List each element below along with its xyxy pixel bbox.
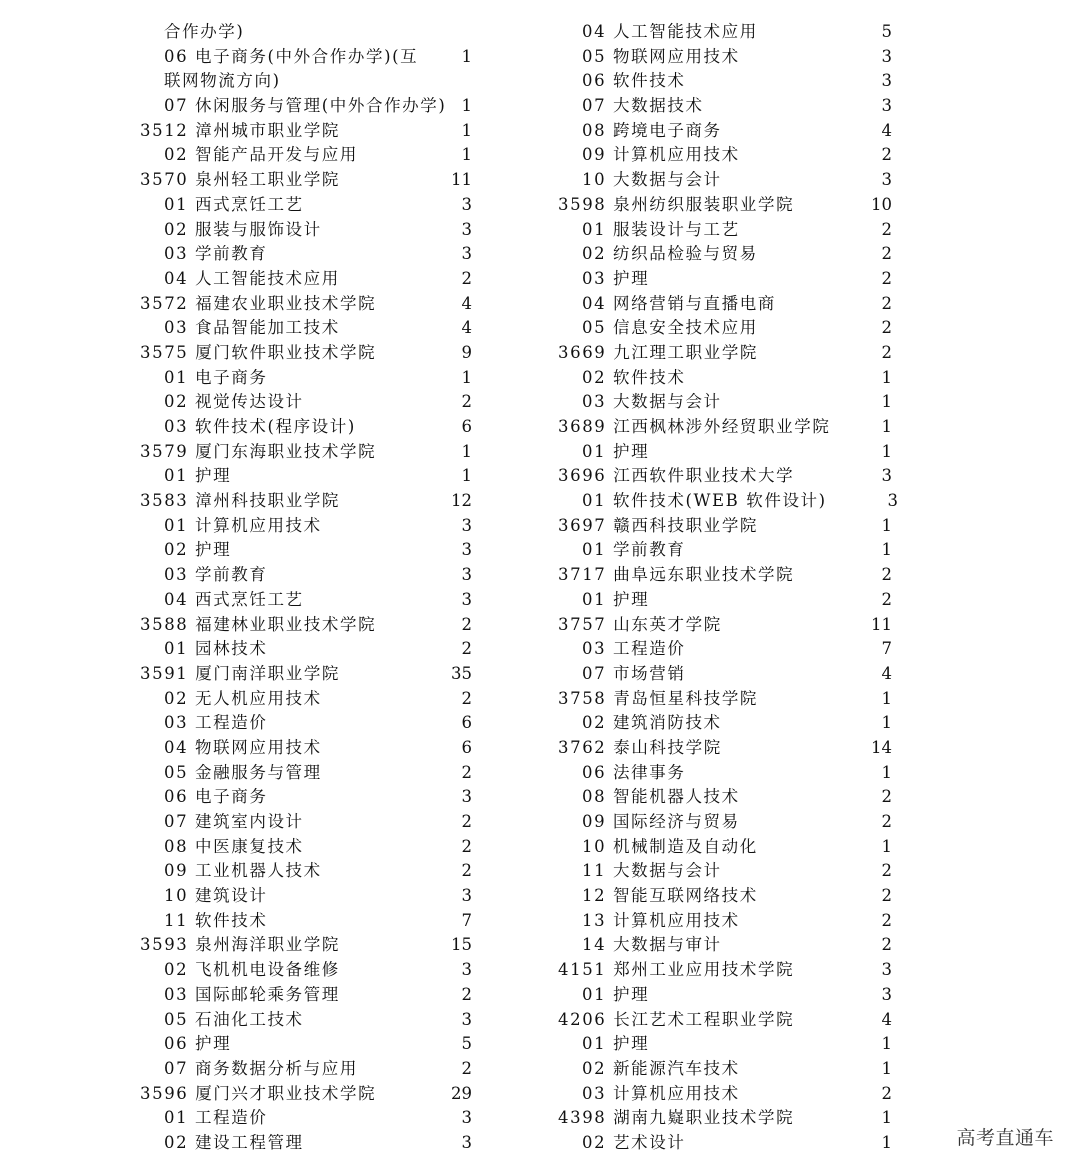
left-column <box>140 20 480 1156</box>
plan-count: 35 <box>451 663 472 683</box>
plan-count: 1 <box>881 1132 892 1152</box>
row-label: 3593 泉州海洋职业学院 <box>140 935 341 955</box>
plan-count: 3 <box>887 491 898 511</box>
plan-count: 1 <box>461 96 472 116</box>
row-label: 03 软件技术(程序设计) <box>164 417 356 436</box>
row-label: 4398 湖南九嶷职业技术学院 <box>558 1108 795 1128</box>
school-row <box>140 662 480 687</box>
plan-count: 1 <box>461 466 472 486</box>
major-row <box>140 958 480 983</box>
plan-count: 3 <box>461 194 472 214</box>
major-row <box>558 933 903 958</box>
plan-count: 2 <box>881 886 892 906</box>
row-label: 09 计算机应用技术 <box>582 145 740 165</box>
plan-count: 2 <box>461 1058 472 1078</box>
plan-count: 14 <box>871 737 892 757</box>
row-label: 02 无人机应用技术 <box>164 688 322 708</box>
major-row <box>558 168 903 193</box>
row-label: 03 工程造价 <box>164 713 268 733</box>
plan-count: 4 <box>461 318 472 338</box>
major-row <box>558 119 903 144</box>
major-row <box>558 637 903 662</box>
right-column <box>558 20 903 1156</box>
row-label: 4151 郑州工业应用技术学院 <box>558 960 795 980</box>
plan-count: 5 <box>461 1034 472 1054</box>
plan-count: 1 <box>881 540 892 560</box>
major-row <box>558 242 903 267</box>
row-label: 04 网络营销与直播电商 <box>582 293 776 313</box>
plan-count: 1 <box>461 145 472 165</box>
watermark-text: 高考直通车 <box>956 1127 1054 1149</box>
school-row <box>558 958 903 983</box>
major-row <box>140 736 480 761</box>
row-label: 01 护理 <box>582 1034 650 1054</box>
major-row <box>140 514 480 539</box>
row-label: 03 护理 <box>582 268 650 288</box>
row-label: 3583 漳州科技职业学院 <box>140 491 341 511</box>
major-row <box>558 859 903 884</box>
row-label: 03 国际邮轮乘务管理 <box>164 984 340 1004</box>
plan-count: 4 <box>881 1009 892 1029</box>
plan-count: 4 <box>881 120 892 140</box>
row-label: 3696 江西软件职业技术大学 <box>558 466 795 486</box>
row-label: 11 大数据与会计 <box>582 861 722 881</box>
row-label: 3588 福建林业职业技术学院 <box>140 614 377 634</box>
major-row <box>558 884 903 909</box>
plan-count: 3 <box>461 1009 472 1029</box>
plan-count: 3 <box>461 1132 472 1152</box>
plan-count: 1 <box>881 713 892 733</box>
plan-count: 2 <box>461 861 472 881</box>
row-label: 02 建设工程管理 <box>164 1132 304 1152</box>
major-row <box>558 761 903 786</box>
plan-count: 2 <box>461 836 472 856</box>
row-label: 10 大数据与会计 <box>582 170 722 190</box>
plan-count: 2 <box>881 812 892 831</box>
plan-count: 3 <box>461 787 472 807</box>
plan-count: 2 <box>881 910 892 930</box>
major-row <box>140 45 480 70</box>
major-row <box>140 687 480 712</box>
major-row <box>140 835 480 860</box>
row-label: 合作办学) <box>164 22 245 41</box>
row-label: 3579 厦门东海职业技术学院 <box>140 441 377 461</box>
school-row <box>558 1008 903 1033</box>
row-label: 01 计算机应用技术 <box>164 515 322 535</box>
row-label: 01 西式烹饪工艺 <box>164 194 304 214</box>
plan-count: 2 <box>881 244 892 264</box>
plan-count: 1 <box>881 515 892 535</box>
major-row <box>558 489 903 514</box>
row-label: 09 工业机器人技术 <box>164 861 322 881</box>
row-label: 3669 九江理工职业学院 <box>558 342 759 362</box>
plan-count: 3 <box>461 565 472 585</box>
major-row <box>558 1032 903 1057</box>
row-label: 3591 厦门南洋职业学院 <box>140 663 341 683</box>
major-row <box>140 242 480 267</box>
plan-count: 5 <box>881 22 892 41</box>
plan-count: 3 <box>881 466 892 486</box>
plan-count: 3 <box>461 886 472 906</box>
row-label: 07 商务数据分析与应用 <box>164 1058 358 1078</box>
plan-count: 1 <box>461 120 472 140</box>
row-label: 01 服装设计与工艺 <box>582 219 740 239</box>
row-label: 03 学前教育 <box>164 565 268 585</box>
major-row <box>558 1082 903 1107</box>
major-row <box>140 983 480 1008</box>
plan-count: 12 <box>451 491 472 511</box>
row-label: 3762 泰山科技学院 <box>558 737 722 757</box>
plan-count: 2 <box>461 812 472 831</box>
major-row <box>558 785 903 810</box>
major-row <box>558 292 903 317</box>
row-label: 11 软件技术 <box>164 910 268 930</box>
plan-count: 2 <box>461 984 472 1004</box>
row-continuation <box>140 69 480 94</box>
row-label: 03 学前教育 <box>164 244 268 264</box>
plan-count: 1 <box>881 367 892 387</box>
plan-count: 3 <box>461 1108 472 1128</box>
school-row <box>140 341 480 366</box>
school-row <box>558 193 903 218</box>
row-label: 联网物流方向) <box>164 71 281 91</box>
row-label: 01 电子商务 <box>164 367 268 387</box>
row-label: 07 休闲服务与管理(中外合作办学) <box>164 96 447 116</box>
row-label: 02 服装与服饰设计 <box>164 219 322 239</box>
school-row <box>558 613 903 638</box>
major-row <box>558 390 903 415</box>
major-row <box>140 538 480 563</box>
major-row <box>558 588 903 613</box>
plan-count: 1 <box>461 367 472 387</box>
plan-count: 2 <box>881 318 892 338</box>
row-label: 04 人工智能技术应用 <box>164 268 340 288</box>
major-row <box>558 711 903 736</box>
row-label: 05 金融服务与管理 <box>164 762 322 782</box>
major-row <box>140 785 480 810</box>
major-row <box>140 1008 480 1033</box>
plan-count: 1 <box>881 441 892 461</box>
major-row <box>140 711 480 736</box>
school-row <box>140 613 480 638</box>
plan-count: 3 <box>461 515 472 535</box>
major-row <box>140 218 480 243</box>
plan-count: 2 <box>461 762 472 782</box>
plan-count: 3 <box>461 219 472 239</box>
plan-count: 2 <box>881 565 892 585</box>
row-label: 02 艺术设计 <box>582 1132 686 1152</box>
plan-count: 3 <box>881 984 892 1004</box>
major-row <box>558 1131 903 1156</box>
row-label: 01 护理 <box>582 589 650 609</box>
school-row <box>140 168 480 193</box>
major-row <box>558 94 903 119</box>
row-label: 06 电子商务(中外合作办学)(互 <box>164 46 419 66</box>
row-label: 13 计算机应用技术 <box>582 910 740 930</box>
plan-count: 6 <box>461 713 472 733</box>
plan-count: 3 <box>461 540 472 560</box>
row-label: 06 法律事务 <box>582 762 686 782</box>
major-row <box>140 909 480 934</box>
row-label: 09 国际经济与贸易 <box>582 812 740 831</box>
plan-count: 10 <box>871 194 892 214</box>
school-row <box>558 415 903 440</box>
major-row <box>140 637 480 662</box>
row-label: 06 护理 <box>164 1034 232 1054</box>
school-row <box>558 687 903 712</box>
row-label: 01 护理 <box>582 441 650 461</box>
row-label: 01 软件技术(WEB 软件设计) <box>582 491 827 511</box>
row-label: 05 物联网应用技术 <box>582 46 740 66</box>
plan-count: 11 <box>451 170 472 190</box>
row-label: 3596 厦门兴才职业技术学院 <box>140 1083 377 1103</box>
plan-count: 1 <box>881 762 892 782</box>
major-row <box>558 1057 903 1082</box>
major-row <box>140 859 480 884</box>
row-label: 3758 青岛恒星科技学院 <box>558 688 759 708</box>
plan-count: 1 <box>881 1108 892 1128</box>
major-row <box>140 267 480 292</box>
plan-count: 3 <box>461 589 472 609</box>
row-label: 3572 福建农业职业技术学院 <box>140 293 377 313</box>
plan-count: 2 <box>881 342 892 362</box>
plan-count: 6 <box>461 737 472 757</box>
row-label: 3697 赣西科技职业学院 <box>558 515 759 535</box>
school-row <box>558 514 903 539</box>
plan-count: 3 <box>881 46 892 66</box>
row-label: 01 工程造价 <box>164 1108 268 1128</box>
major-row <box>558 267 903 292</box>
plan-count: 1 <box>461 46 472 66</box>
major-row <box>140 143 480 168</box>
row-label: 3575 厦门软件职业技术学院 <box>140 342 377 362</box>
plan-count: 2 <box>461 268 472 288</box>
row-label: 3570 泉州轻工职业学院 <box>140 170 341 190</box>
row-label: 03 大数据与会计 <box>582 392 722 412</box>
plan-count: 1 <box>461 441 472 461</box>
major-row <box>558 909 903 934</box>
major-row <box>140 464 480 489</box>
plan-count: 2 <box>881 145 892 165</box>
major-row <box>140 761 480 786</box>
row-label: 08 跨境电子商务 <box>582 120 722 140</box>
row-label: 08 智能机器人技术 <box>582 787 740 807</box>
plan-count: 3 <box>461 244 472 264</box>
row-label: 04 人工智能技术应用 <box>582 22 758 41</box>
plan-count: 3 <box>881 96 892 116</box>
row-label: 01 护理 <box>164 466 232 486</box>
row-label: 02 纺织品检验与贸易 <box>582 244 758 264</box>
plan-count: 1 <box>881 417 892 436</box>
row-label: 07 建筑室内设计 <box>164 812 304 831</box>
school-row <box>140 933 480 958</box>
row-label: 12 智能互联网络技术 <box>582 886 758 906</box>
row-label: 02 新能源汽车技术 <box>582 1058 740 1078</box>
row-label: 08 中医康复技术 <box>164 836 304 856</box>
school-row <box>140 292 480 317</box>
major-row <box>558 366 903 391</box>
major-row <box>140 1057 480 1082</box>
row-label: 10 建筑设计 <box>164 886 268 906</box>
major-row <box>558 538 903 563</box>
row-label: 04 物联网应用技术 <box>164 737 322 757</box>
school-row <box>558 736 903 761</box>
plan-count: 1 <box>881 1034 892 1054</box>
plan-count: 2 <box>461 392 472 412</box>
plan-count: 7 <box>881 639 892 659</box>
plan-count: 1 <box>881 688 892 708</box>
plan-count: 2 <box>881 787 892 807</box>
row-label: 3512 漳州城市职业学院 <box>140 120 341 140</box>
row-label: 07 大数据技术 <box>582 96 704 116</box>
plan-count: 2 <box>881 861 892 881</box>
major-row <box>140 1032 480 1057</box>
plan-count: 15 <box>451 935 472 955</box>
school-row <box>140 440 480 465</box>
plan-count: 2 <box>881 268 892 288</box>
plan-count: 11 <box>871 614 892 634</box>
row-label: 4206 长江艺术工程职业学院 <box>558 1009 795 1029</box>
plan-count: 1 <box>881 1058 892 1078</box>
major-row <box>558 810 903 835</box>
major-row <box>558 440 903 465</box>
major-row <box>140 366 480 391</box>
plan-count: 7 <box>461 910 472 930</box>
major-row <box>140 1131 480 1156</box>
row-label: 01 园林技术 <box>164 639 268 659</box>
major-row <box>140 390 480 415</box>
plan-count: 6 <box>461 417 472 436</box>
major-row <box>140 563 480 588</box>
row-label: 06 软件技术 <box>582 71 686 91</box>
major-row <box>140 415 480 440</box>
school-row <box>140 489 480 514</box>
major-row <box>558 218 903 243</box>
plan-count: 3 <box>461 960 472 980</box>
row-label: 14 大数据与审计 <box>582 935 722 955</box>
plan-count: 3 <box>881 960 892 980</box>
row-label: 06 电子商务 <box>164 787 268 807</box>
major-row <box>558 662 903 687</box>
major-row <box>558 143 903 168</box>
row-label: 01 学前教育 <box>582 540 686 560</box>
row-label: 3598 泉州纺织服装职业学院 <box>558 194 795 214</box>
major-row <box>558 45 903 70</box>
plan-count: 4 <box>881 663 892 683</box>
major-row <box>558 69 903 94</box>
major-row <box>558 20 903 45</box>
row-label: 02 视觉传达设计 <box>164 392 304 412</box>
row-label: 03 食品智能加工技术 <box>164 318 340 338</box>
row-label: 05 石油化工技术 <box>164 1009 304 1029</box>
school-row <box>558 1106 903 1131</box>
major-row <box>140 193 480 218</box>
row-label: 03 计算机应用技术 <box>582 1083 740 1103</box>
major-row <box>140 810 480 835</box>
plan-count: 2 <box>881 935 892 955</box>
row-label: 02 护理 <box>164 540 232 560</box>
major-row <box>140 1106 480 1131</box>
row-label: 02 软件技术 <box>582 367 686 387</box>
school-row <box>558 341 903 366</box>
row-label: 07 市场营销 <box>582 663 686 683</box>
school-row <box>140 119 480 144</box>
school-row <box>140 1082 480 1107</box>
school-row <box>558 464 903 489</box>
plan-count: 2 <box>461 688 472 708</box>
row-continuation <box>140 20 480 45</box>
plan-count: 29 <box>451 1083 472 1103</box>
major-row <box>558 983 903 1008</box>
row-label: 04 西式烹饪工艺 <box>164 589 304 609</box>
major-row <box>140 588 480 613</box>
plan-count: 4 <box>461 293 472 313</box>
plan-count: 2 <box>881 589 892 609</box>
plan-count: 1 <box>881 392 892 412</box>
plan-count: 2 <box>881 293 892 313</box>
major-row <box>140 94 480 119</box>
plan-count: 2 <box>461 614 472 634</box>
school-row <box>558 563 903 588</box>
row-label: 02 智能产品开发与应用 <box>164 145 358 165</box>
major-row <box>140 316 480 341</box>
plan-count: 2 <box>881 219 892 239</box>
major-row <box>140 884 480 909</box>
major-row <box>558 835 903 860</box>
row-label: 02 建筑消防技术 <box>582 713 722 733</box>
row-label: 10 机械制造及自动化 <box>582 836 758 856</box>
row-label: 05 信息安全技术应用 <box>582 318 758 338</box>
row-label: 03 工程造价 <box>582 639 686 659</box>
row-label: 02 飞机机电设备维修 <box>164 960 340 980</box>
row-label: 3717 曲阜远东职业技术学院 <box>558 565 795 585</box>
plan-count: 3 <box>881 71 892 91</box>
row-label: 01 护理 <box>582 984 650 1004</box>
plan-count: 9 <box>461 342 472 362</box>
plan-count: 2 <box>881 1083 892 1103</box>
row-label: 3689 江西枫林涉外经贸职业学院 <box>558 417 831 436</box>
row-label: 3757 山东英才学院 <box>558 614 722 634</box>
plan-count: 2 <box>461 639 472 659</box>
major-row <box>558 316 903 341</box>
plan-count: 1 <box>881 836 892 856</box>
plan-count: 3 <box>881 170 892 190</box>
